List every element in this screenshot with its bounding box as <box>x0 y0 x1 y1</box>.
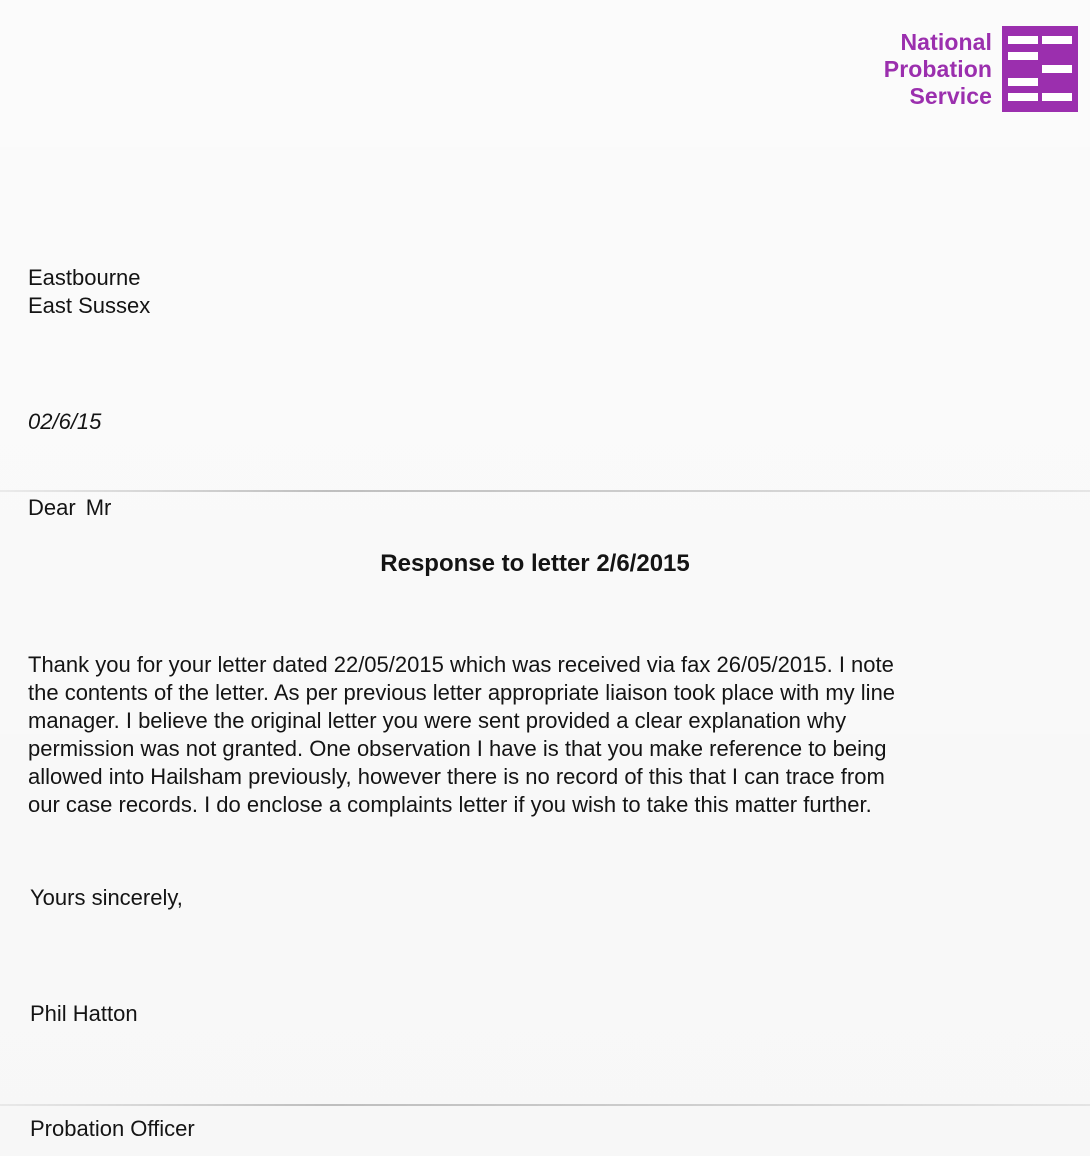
letter-subject: Response to letter 2/6/2015 <box>380 550 690 577</box>
body-line: permission was not granted. One observation I have is that you make reference to being <box>28 736 887 761</box>
body-line: Thank you for your letter dated 22/05/2015 which was received via fax 26/05/2015. I note <box>28 652 894 677</box>
paper-fold-line <box>0 490 1090 492</box>
national-probation-service-logo <box>884 26 1078 112</box>
recipient-address <box>28 264 150 320</box>
logo-line-1: National <box>900 28 992 55</box>
body-line: allowed into Hailsham previously, however there is no record of this that I can trace from <box>28 764 885 789</box>
body-line: our case records. I do enclose a complaints letter if you wish to take this matter further. <box>28 792 872 817</box>
paper-fold-line <box>0 1104 1090 1106</box>
logo-line-2: Probation <box>883 55 992 82</box>
body-line: the contents of the letter. As per previous letter appropriate liaison took place with my line <box>28 680 896 705</box>
letter-body <box>28 651 1058 819</box>
letter-date: 02/6/15 <box>28 409 102 434</box>
address-line-2: East Sussex <box>28 293 151 318</box>
logo-wordmark <box>884 29 992 110</box>
address-line-1: Eastbourne <box>28 265 141 290</box>
signer-name: Phil Hatton <box>30 1001 138 1026</box>
logo-grid-icon <box>1002 26 1078 112</box>
logo-line-3: Service <box>909 82 992 109</box>
letter-closing: Yours sincerely, <box>30 885 183 910</box>
salutation-greeting: Dear <box>28 495 76 520</box>
salutation-title: Mr <box>85 495 112 520</box>
signer-role: Probation Officer <box>30 1116 195 1141</box>
body-line: manager. I believe the original letter you were sent provided a clear explanation why <box>28 708 847 733</box>
salutation <box>28 494 111 522</box>
